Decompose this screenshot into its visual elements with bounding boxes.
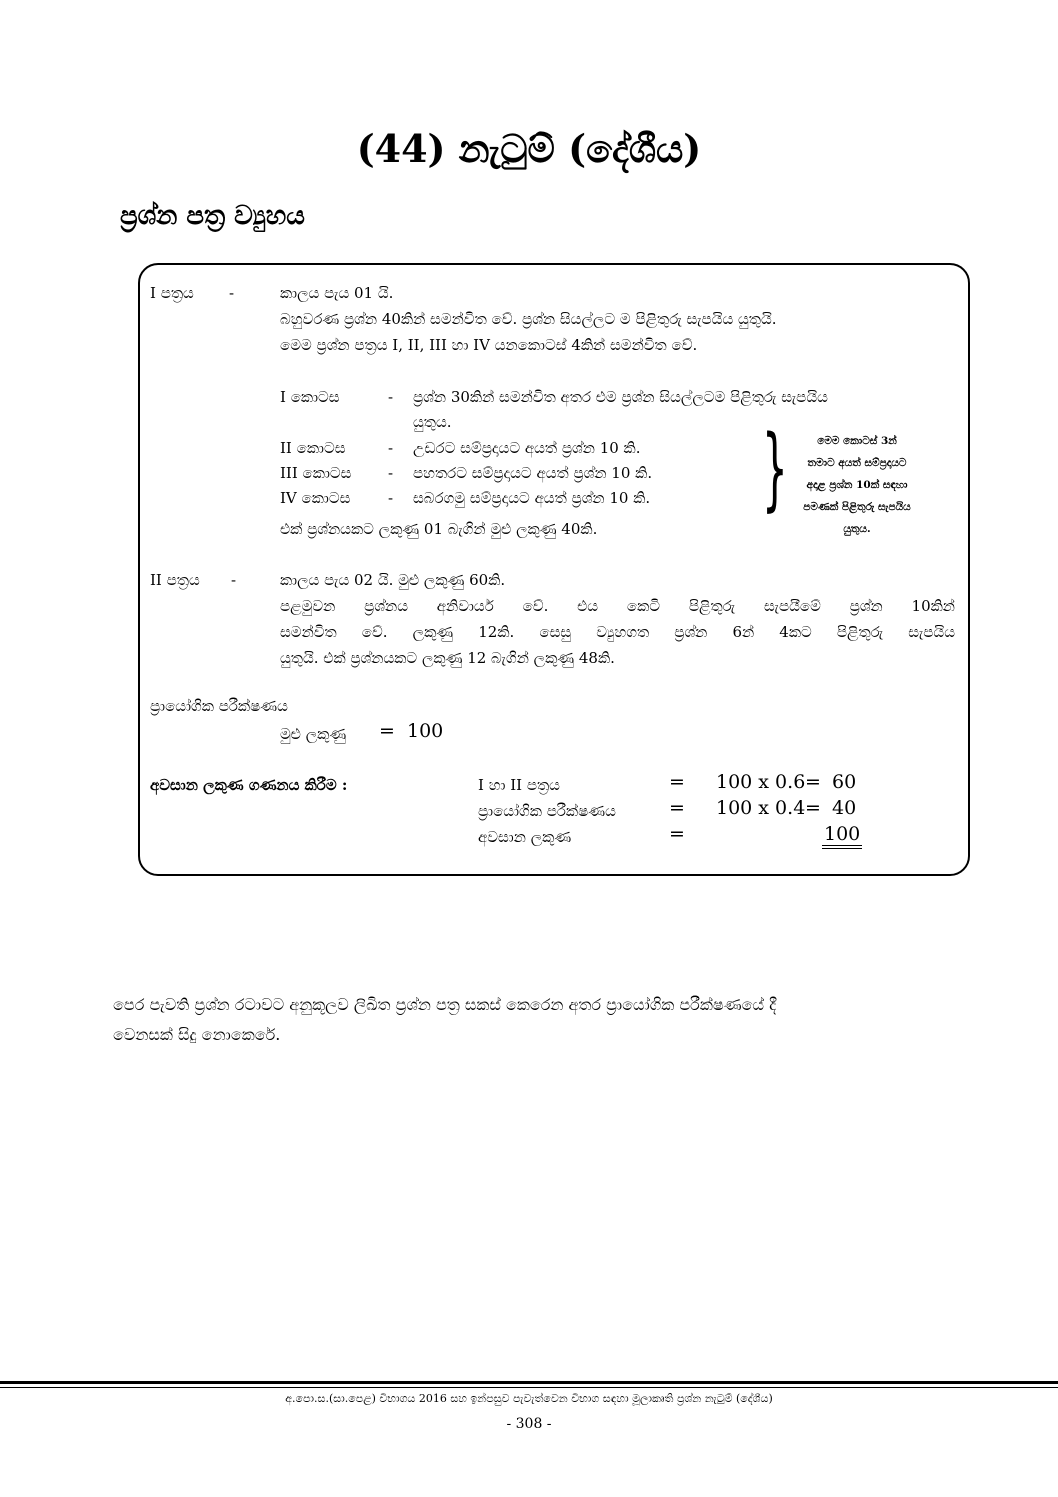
- final-row-name: I හා II පත්‍රය: [478, 776, 560, 794]
- final-row-eq: =: [669, 823, 685, 845]
- final-row-result: 60: [832, 771, 857, 793]
- practical-label: ප්‍රායෝගික පරීක්ෂණය: [150, 697, 288, 715]
- note-paragraph-line: පෙර පැවති ප්‍රශ්න රටාවට අනුකූලව ලිඛිත ප්‍රශ්න පත්‍ර සකස් කෙරෙන අතර ප්‍රායෝගික පරීක්ෂණයේ දී: [113, 995, 777, 1014]
- part4-label: IV කොටස: [280, 489, 351, 507]
- side-note-line: තමාට අයත් සම්ප්‍රදායට: [807, 457, 907, 469]
- side-note-line: යුතුය.: [843, 523, 871, 535]
- footer-rule: [0, 1381, 1058, 1384]
- part2-text: උඩරට සම්ප්‍රදායට අයත් ප්‍රශ්න 10 කි.: [413, 439, 641, 457]
- part3-label: III කොටස: [280, 464, 352, 482]
- curly-brace-icon: }: [762, 416, 788, 521]
- note-paragraph-line: වෙනසක් සිදු නොකෙරේ.: [113, 1025, 281, 1044]
- side-note: [772, 430, 942, 540]
- final-row-eq: =: [669, 797, 685, 819]
- part1-dash: -: [388, 388, 394, 406]
- part1-label: I කොටස: [280, 388, 340, 406]
- paper2-time: කාලය පැය 02 යි. මුළු ලකුණු 60කි.: [280, 571, 506, 589]
- footer-rule: [0, 1387, 1058, 1388]
- final-row-eq2: =: [805, 797, 821, 819]
- paper1-time: කාලය පැය 01 යි.: [280, 284, 394, 302]
- side-note-line: අදාළ ප්‍රශ්න 10ක් සඳහා: [806, 479, 908, 491]
- part1-text-cont: යුතුය.: [413, 413, 452, 431]
- part3-text: පහතරට සම්ප්‍රදායට අයත් ප්‍රශ්න 10 කි.: [413, 464, 653, 482]
- part4-dash: -: [388, 489, 394, 507]
- paper2-dash: -: [231, 571, 237, 589]
- paper1-dash: -: [229, 284, 235, 302]
- footer-text: අ.පො.ස.(සා.පෙළ) විභාගය 2016 සහ ඉන්පසුව පැවැත්වෙන විභාග සඳහා මූලාකෘති ප්‍රශ්න නැටුම් (දේශීය): [285, 1392, 773, 1405]
- part1-text: ප්‍රශ්න 30කින් සමන්විත අතර එම ප්‍රශ්න සියල්ලටම පිළිතුරු සැපයිය: [413, 388, 828, 406]
- final-row-eq: =: [669, 771, 685, 793]
- final-total-result: 100: [822, 823, 862, 849]
- paper2-line: සමන්විත වේ. ලකුණු 12කි. සෙසු ව්‍යුහගත ප්‍රශ්න 6න් 4කට පිළිතුරු සැපයිය: [280, 623, 955, 641]
- part3-dash: -: [388, 464, 394, 482]
- page-title: (44) නැටුම් (දේශීය): [356, 126, 702, 171]
- paper2-line: යුතුයි. එක් ප්‍රශ්නයකට ලකුණු 12 බැගින් ලකුණු 48කි.: [280, 649, 615, 667]
- section-heading: ප්‍රශ්න පත්‍ර ව්‍යුහය: [120, 201, 305, 231]
- final-calc-label: අවසාන ලකුණ ගණනය කිරීම :: [150, 776, 348, 794]
- final-row-name: ප්‍රායෝගික පරීක්ෂණය: [478, 802, 616, 820]
- paper1-line3: මෙම ප්‍රශ්න පත්‍රය I, II, III හා IV යනකොටස් 4කින් සමන්විත වේ.: [280, 336, 698, 354]
- side-note-line: මෙම කොටස් 3න්: [817, 435, 897, 447]
- final-row-name: අවසාන ලකුණ: [478, 828, 572, 846]
- practical-total-label: මුළු ලකුණු: [280, 725, 347, 743]
- final-row-result: 40: [832, 797, 857, 819]
- side-note-line: පමණක් පිළිතුරු සැපයිය: [803, 501, 911, 513]
- final-row-eq2: =: [805, 771, 821, 793]
- paper1-marks-line: එක් ප්‍රශ්නයකට ලකුණු 01 බැගින් මුළු ලකුණු 40කි.: [280, 520, 598, 538]
- paper1-line2: බහුවරණ ප්‍රශ්න 40කින් සමන්විත වේ. ප්‍රශ්න සියල්ලට ම පිළිතුරු සැපයිය යුතුයි.: [280, 310, 777, 328]
- page-number: - 308 -: [506, 1416, 552, 1432]
- paper1-label: I පත්‍රය: [150, 284, 194, 302]
- final-row-calc: 100 x 0.4: [716, 797, 806, 819]
- part2-label: II කොටස: [280, 439, 346, 457]
- paper2-line: පළමුවන ප්‍රශ්නය අනිවාර්ය වේ. එය කෙටි පිළිතුරු සැපයීමේ ප්‍රශ්න 10කින්: [280, 597, 955, 615]
- paper2-label: II පත්‍රය: [150, 571, 200, 589]
- practical-total-value: 100: [407, 720, 444, 742]
- practical-eq: =: [379, 720, 395, 742]
- final-row-calc: 100 x 0.6: [716, 771, 806, 793]
- part4-text: සබරගමු සම්ප්‍රදායට අයත් ප්‍රශ්න 10 කි.: [413, 489, 651, 507]
- part2-dash: -: [388, 439, 394, 457]
